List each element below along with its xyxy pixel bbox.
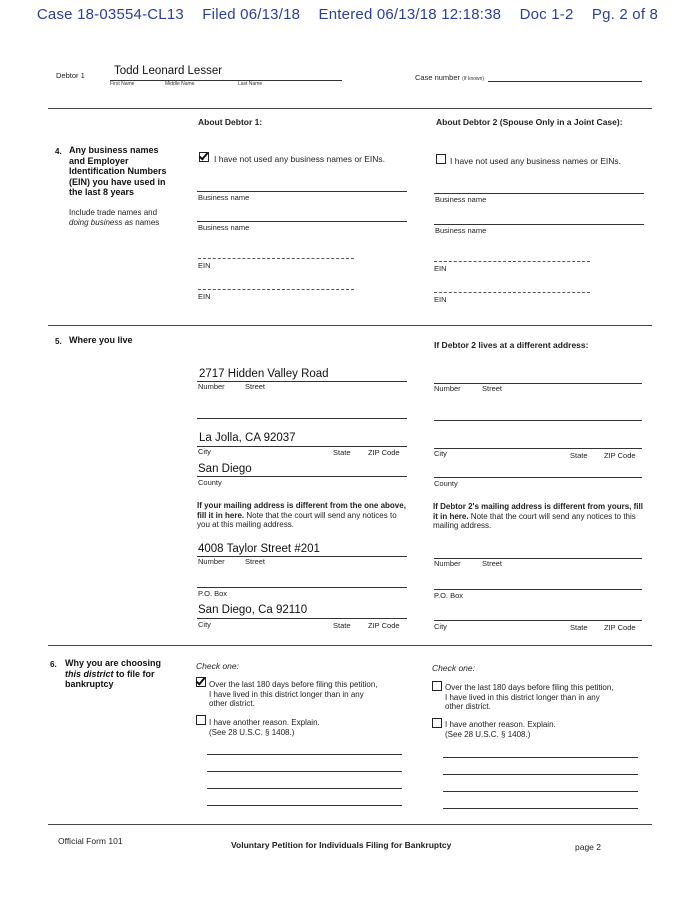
d1-street-label: Street	[245, 382, 266, 391]
case-number-header: Case 18-03554-CL13	[36, 6, 184, 23]
d2-ein-2-label: EIN	[434, 295, 447, 304]
case-number-label: Case number (If known)	[415, 73, 485, 82]
section6-title: Why you are choosing this district to file for bankruptcy	[65, 658, 162, 689]
d2-street-label: Street	[482, 384, 503, 393]
d2-other-reason-checkbox[interactable]	[432, 718, 442, 728]
d1-other-reason-text: I have another reason. Explain. (See 28 U.S.C. § 1408.)	[209, 718, 320, 737]
d2-explain-line-3[interactable]	[443, 791, 638, 792]
d1-city-value: La Jolla, CA 92037	[199, 432, 296, 444]
d1-number-label: Number	[198, 382, 225, 391]
d2-number-label: Number	[434, 384, 461, 393]
last-name-label: Last Name	[238, 81, 263, 87]
d1-180-days-text: Over the last 180 days before filing this petition, I have lived in this district longer than in any other district.	[209, 680, 378, 708]
d2-mail-street-field[interactable]	[434, 558, 642, 559]
d2-explain-line-2[interactable]	[443, 774, 638, 775]
footer-title: Voluntary Petition for Individuals Filing for Bankruptcy	[231, 840, 452, 850]
d1-ein-2-field[interactable]	[198, 289, 354, 290]
d1-city-label: City	[198, 447, 211, 456]
d2-city-field[interactable]	[434, 448, 642, 449]
d2-mail-city-label: City	[434, 622, 447, 631]
d2-address-header: If Debtor 2 lives at a different address:	[434, 340, 589, 350]
debtor-label: Debtor 1	[56, 71, 85, 80]
d2-mail-city-field[interactable]	[434, 620, 642, 621]
d2-180-days-checkbox[interactable]	[432, 681, 442, 691]
d1-explain-line-1[interactable]	[207, 754, 402, 755]
d1-mail-state-label: State	[333, 621, 351, 630]
court-header	[0, 6, 695, 23]
middle-name-label: Middle Name	[165, 81, 195, 87]
d2-business-name-2-label: Business name	[435, 226, 487, 235]
d1-county-label: County	[198, 478, 222, 487]
d2-no-business-label: I have not used any business names or EINs.	[450, 156, 622, 166]
d1-street-field[interactable]	[197, 381, 407, 382]
d1-business-name-2-label: Business name	[198, 223, 250, 232]
section5-title: Where you live	[69, 335, 133, 345]
d2-county-label: County	[434, 479, 458, 488]
d1-other-reason-checkbox[interactable]	[196, 715, 206, 725]
footer-form-name: Official Form 101	[58, 836, 123, 846]
first-name-label: First Name	[110, 81, 135, 87]
d1-ein-2-label: EIN	[198, 292, 211, 301]
section4-description: Include trade names and doing business as names	[69, 208, 160, 227]
d2-mail-street-label: Street	[482, 559, 503, 568]
section4-number: 4.	[55, 147, 62, 156]
d1-street-value: 2717 Hidden Valley Road	[199, 368, 329, 380]
d2-mailing-instructions: If Debtor 2's mailing address is different from yours, fill it in here. Note that the court will send any notices to this mailing address.	[433, 502, 643, 530]
d2-ein-1-field[interactable]	[434, 261, 590, 262]
d2-county-field[interactable]	[434, 477, 642, 478]
d1-business-name-1-field[interactable]	[197, 191, 407, 192]
debtor2-column-header: About Debtor 2 (Spouse Only in a Joint Case):	[436, 117, 623, 127]
d1-180-days-checkbox[interactable]	[196, 677, 206, 687]
d1-mail-city-value: San Diego, Ca 92110	[198, 604, 308, 616]
d2-business-name-1-field[interactable]	[434, 193, 644, 194]
d2-state-label: State	[570, 451, 588, 460]
d2-no-business-checkbox[interactable]	[436, 154, 446, 164]
section6-number: 6.	[50, 660, 57, 669]
d1-pobox-label: P.O. Box	[198, 589, 228, 598]
filed-date: Filed 06/13/18	[202, 6, 301, 23]
d1-mail-street-field[interactable]	[197, 556, 407, 557]
page-number-header: Pg. 2 of 8	[591, 6, 659, 23]
d1-explain-line-2[interactable]	[207, 771, 402, 772]
d1-explain-line-3[interactable]	[207, 788, 402, 789]
d1-street2-field[interactable]	[197, 418, 407, 419]
d2-zip-label: ZIP Code	[604, 451, 636, 460]
section4-title: Any business names and Employer Identification Numbers (EIN) you have used in the last 8 years	[69, 145, 167, 197]
d2-check-one: Check one:	[432, 663, 475, 673]
d1-ein-1-label: EIN	[198, 261, 211, 270]
d1-no-business-label: I have not used any business names or EINs.	[214, 154, 386, 164]
d1-state-label: State	[333, 448, 351, 457]
entered-date: Entered 06/13/18 12:18:38	[318, 6, 502, 23]
d2-business-name-2-field[interactable]	[434, 224, 644, 225]
d1-mailing-instructions: If your mailing address is different from the one above, fill it in here. Note that the court will send any notices to you at this mailing address.	[197, 501, 406, 529]
d2-180-days-text: Over the last 180 days before filing this petition, I have lived in this district longer than in any other district.	[445, 683, 614, 711]
debtor1-column-header: About Debtor 1:	[198, 117, 263, 127]
d2-ein-1-label: EIN	[434, 264, 447, 273]
d1-city-field[interactable]	[197, 446, 407, 447]
d2-explain-line-4[interactable]	[443, 808, 638, 809]
d1-pobox-field[interactable]	[197, 587, 407, 588]
d1-business-name-2-field[interactable]	[197, 221, 407, 222]
d1-check-one: Check one:	[196, 661, 239, 671]
d2-mail-state-label: State	[570, 623, 588, 632]
d2-explain-line-1[interactable]	[443, 757, 638, 758]
d2-city-label: City	[434, 449, 447, 458]
d2-pobox-field[interactable]	[434, 589, 642, 590]
d1-zip-label: ZIP Code	[368, 448, 400, 457]
d2-street-field[interactable]	[434, 383, 642, 384]
d2-ein-2-field[interactable]	[434, 292, 590, 293]
d1-county-field[interactable]	[197, 476, 407, 477]
d1-mail-number-label: Number	[198, 557, 225, 566]
d2-mail-zip-label: ZIP Code	[604, 623, 636, 632]
d1-mail-zip-label: ZIP Code	[368, 621, 400, 630]
d1-explain-line-4[interactable]	[207, 805, 402, 806]
d2-street2-field[interactable]	[434, 420, 642, 421]
d2-other-reason-text: I have another reason. Explain. (See 28 U.S.C. § 1408.)	[445, 720, 556, 739]
d2-mail-number-label: Number	[434, 559, 461, 568]
d1-business-name-1-label: Business name	[198, 193, 250, 202]
debtor-name: Todd Leonard Lesser	[114, 65, 223, 77]
d1-mail-street-value: 4008 Taylor Street #201	[198, 543, 320, 555]
section5-number: 5.	[55, 337, 62, 346]
d1-mail-city-field[interactable]	[197, 618, 407, 619]
d1-ein-1-field[interactable]	[198, 258, 354, 259]
footer-page: page 2	[575, 842, 601, 852]
d1-no-business-checkbox[interactable]	[199, 152, 209, 162]
d1-county-value: San Diego	[198, 463, 252, 475]
d1-mail-city-label: City	[198, 620, 211, 629]
d2-pobox-label: P.O. Box	[434, 591, 464, 600]
doc-number: Doc 1-2	[519, 6, 574, 23]
d2-business-name-1-label: Business name	[435, 195, 487, 204]
d1-mail-street-label: Street	[245, 557, 266, 566]
